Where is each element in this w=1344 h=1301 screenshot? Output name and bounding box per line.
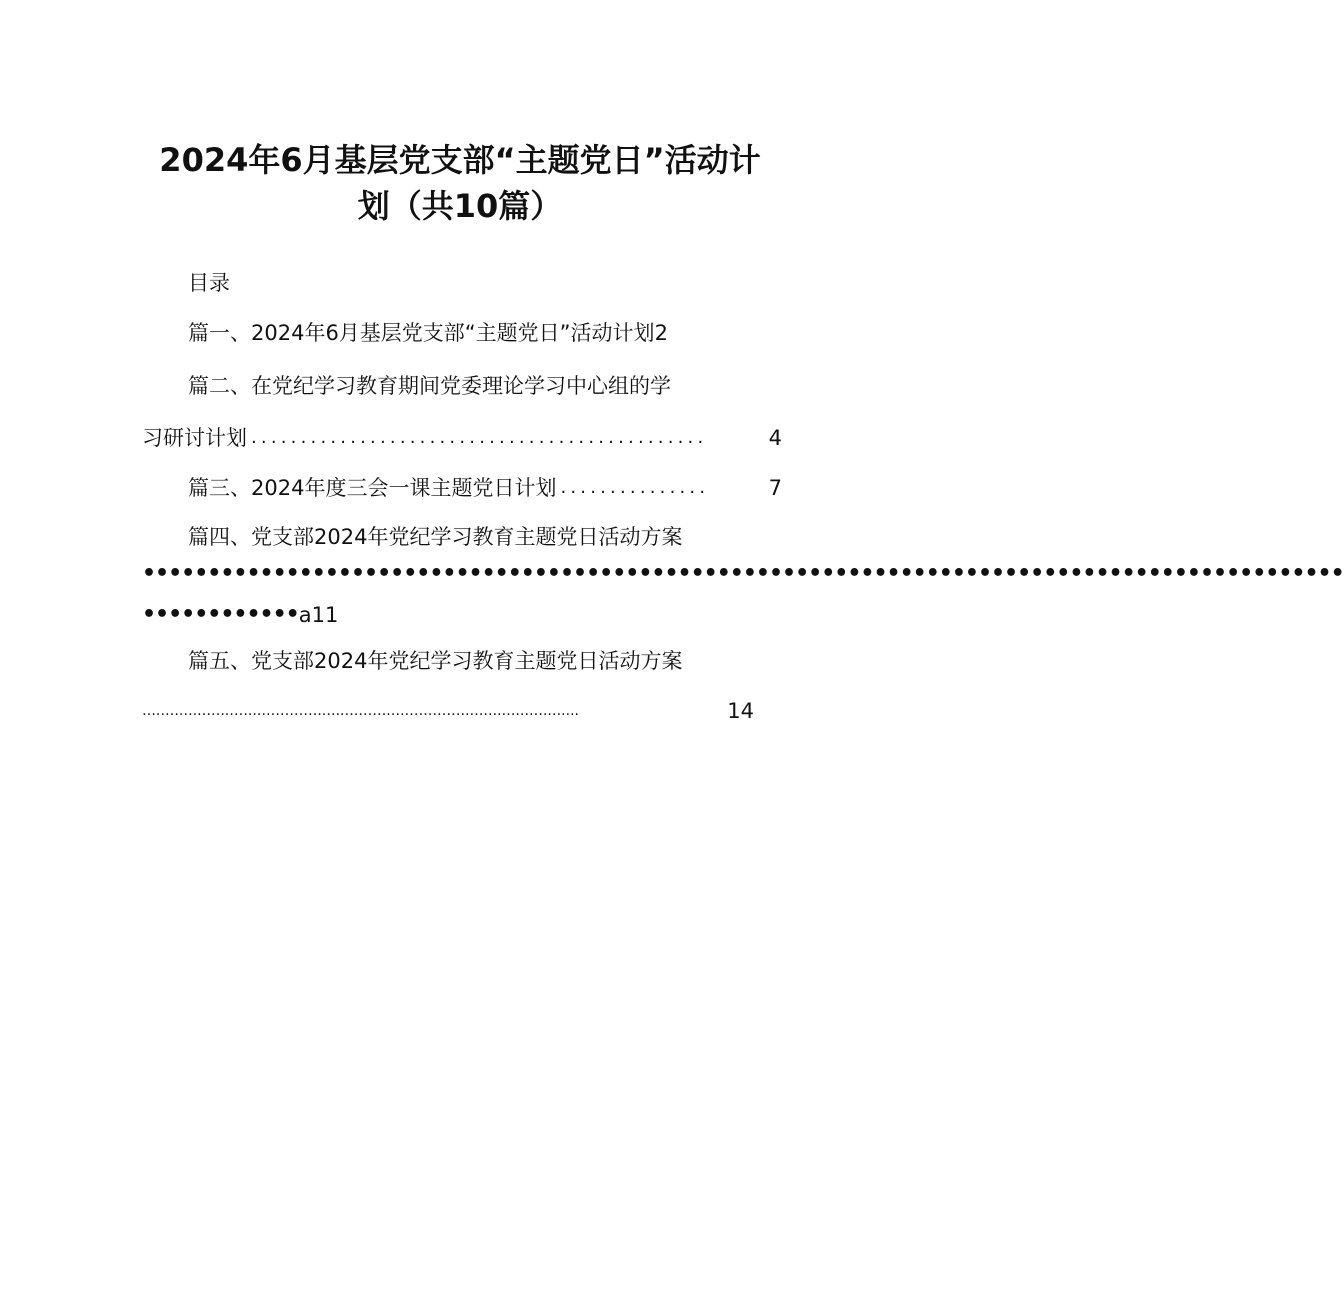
toc-entry-1-text: 篇一、2024年6月基层党支部“主题党日”活动计划	[188, 321, 655, 345]
toc-entry-4-text[interactable]: 篇四、党支部2024年党纪学习教育主题党日活动方案	[188, 525, 683, 549]
toc-entry-5-page: 14	[727, 699, 754, 723]
toc-entry-2-line-2[interactable]	[142, 423, 782, 453]
toc-entry-5-text[interactable]: 篇五、党支部2024年党纪学习教育主题党日活动方案	[188, 649, 683, 673]
toc-entry-4-leader-line: ••••••••••••••••••••••••••••••••••••••••••••••••••••••••••••••••••••••••••••••••••••••••••••	[142, 561, 1344, 586]
toc-entry-2-text: 习研讨计划	[142, 426, 247, 450]
toc-entry-4-tail[interactable]	[142, 600, 338, 630]
toc-entry-5-tail[interactable]	[142, 696, 754, 726]
toc-entry-1-page: 2	[654, 321, 668, 345]
document-title-line-2: 划（共10篇）	[357, 187, 563, 225]
toc-entry-2-page: 4	[768, 426, 782, 450]
toc-entry-3[interactable]	[188, 473, 782, 503]
toc-entry-3-leader: ...............	[560, 477, 710, 498]
toc-entry-5-leader: ‥.‥.‥.‥..‥‥..‥‥..‥.‥‥‥‥‥..‥..‥.‥‥‥.‥.‥‥.‥‥‥‥.‥.‥..‥..‥.‥..‥....	[142, 703, 579, 719]
toc-entry-3-page: 7	[768, 476, 782, 500]
toc-entry-3-text: 篇三、2024年度三会一课主题党日计划	[188, 476, 557, 500]
toc-entry-4-leader-tail: ••••••••••••	[142, 602, 299, 627]
document-title-line-1: 2024年6月基层党支部“主题党日”活动计	[159, 141, 761, 179]
toc-entry-4-page: a11	[298, 603, 339, 627]
toc-entry-2-leader: ..............................................	[251, 427, 708, 448]
toc-heading: 目录	[188, 271, 230, 295]
toc-entry-1[interactable]	[188, 318, 668, 348]
toc-entry-2-line-1[interactable]: 篇二、在党纪学习教育期间党委理论学习中心组的学	[188, 374, 671, 398]
